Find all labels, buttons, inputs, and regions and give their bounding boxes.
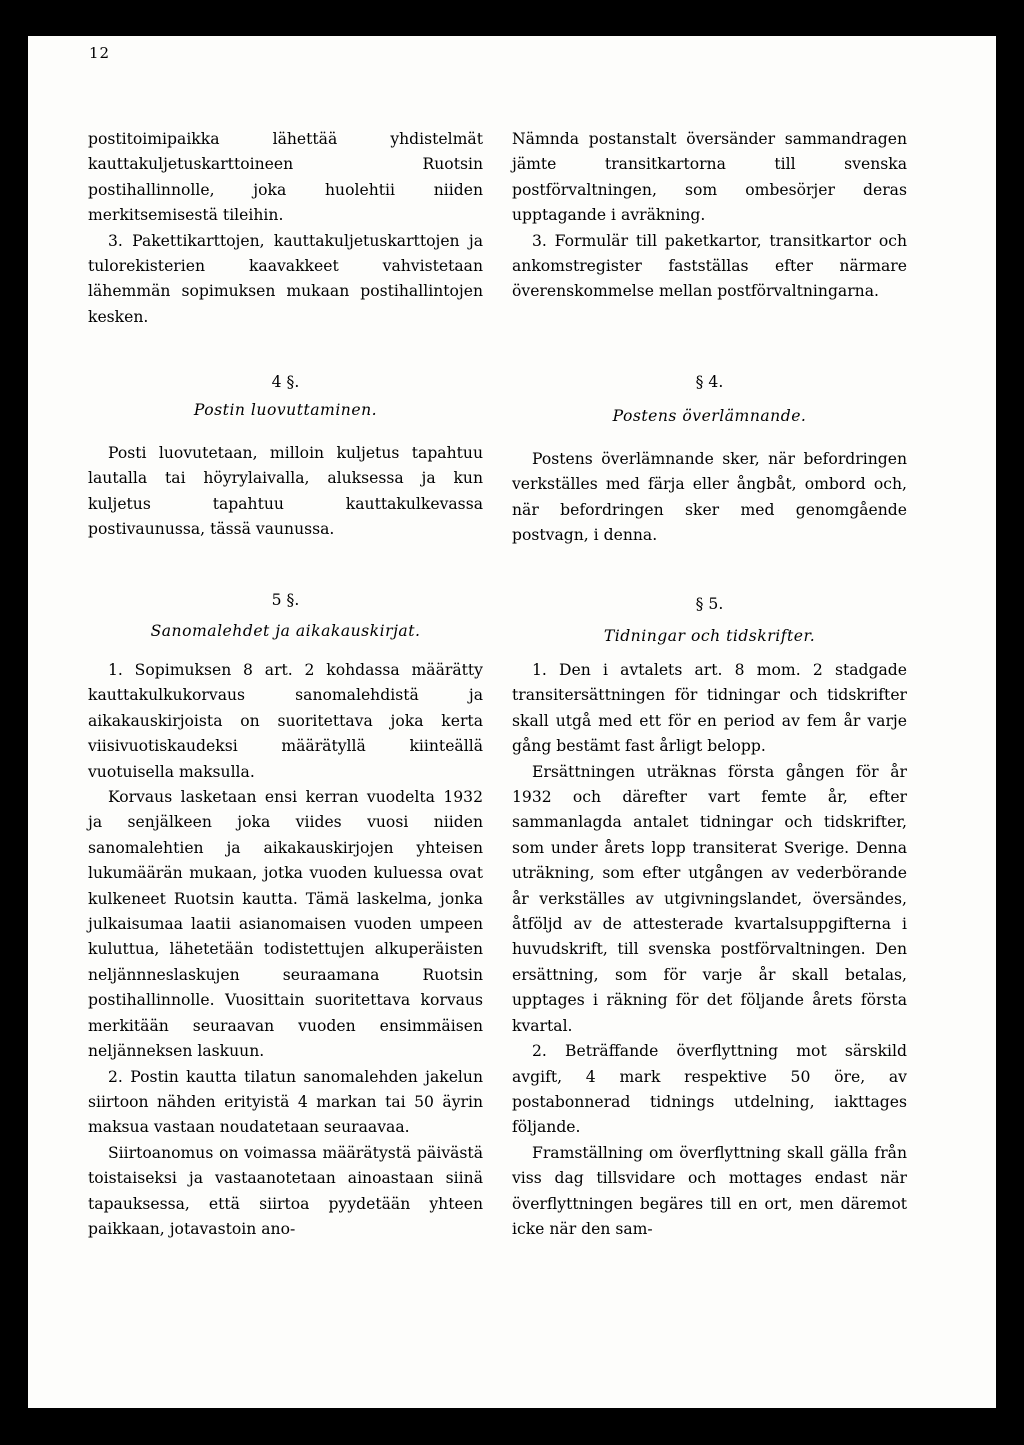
- right-section-5-paragraph: 1. Den i avtalets art. 8 mom. 2 stadgade transitersättningen för tidningar och tidskrifter skall utgå med ett för en period av fem år varje gång bestämt fast årligt belopp.: [512, 661, 907, 756]
- right-intro-paragraph: 3. Formulär till paketkartor, transitkartor och ankomstregister fastställas efter närmare överenskommelse mellan postförvaltningarna.: [512, 231, 907, 301]
- left-section-5-paragraph: Korvaus lasketaan ensi kerran vuodelta 1932 ja senjälkeen joka viides vuosi niiden sanomalehtien ja aikakauskirjojen yhteisen lukumäärän mukaan, jotka vuoden kuluessa ovat kulkeneet Ruotsin kautta. Tämä laskelma, jonka julkaisumaa laatii asianomaisen vuoden umpeen kuluttua, lähetetään todistettujen alkuperäisten neljännneslaskujen seuraamana Ruotsin postihallinnolle. Vuosittain suoritettava korvaus merkitään seuraavan vuoden ensimmäisen neljänneksen laskuun.: [88, 788, 483, 1061]
- left-section-5-body: [88, 658, 483, 1242]
- right-section-5-paragraph: Ersättningen uträknas första gången för år 1932 och därefter vart femte år, efter sammanlagda antalet tidningar och tidskrifter, som under årets lopp transiterat Sverige. Denna uträkning, som efter utgången av vederbörande år verkställes av utgivningslandet, översändes, åtföljd av de attesterade kvartalsuppgifterna i huvudskrift, till svenska postförvaltningen. Den ersättning, som för varje år skall betalas, upptages i räkning för det följande årets första kvartal.: [512, 762, 907, 1035]
- right-section-5-number: § 5.: [695, 595, 724, 613]
- left-section-5-paragraph: 1. Sopimuksen 8 art. 2 kohdassa määrätty kauttakulkukorvaus sanomalehdistä ja aikakauskirjoista on suoritettava joka kerta viisivuotiskaudeksi määrätyllä kiinteällä vuotuisella maksulla.: [88, 661, 483, 781]
- left-section-5-number: 5 §.: [271, 591, 300, 609]
- right-section-4-number: § 4.: [695, 373, 724, 391]
- right-section-5-title: Tidningar och tidskrifter.: [603, 627, 816, 645]
- left-section-4-title: Postin luovuttaminen.: [193, 401, 378, 419]
- right-intro: [512, 127, 907, 305]
- left-section-4-paragraph: Posti luovutetaan, milloin kuljetus tapahtuu lautalla tai höyrylaivalla, aluksessa ja kun kuljetus tapahtuu kauttakulkevassa postivaunussa, tässä vaunussa.: [88, 444, 483, 539]
- left-section-4-body: [88, 441, 483, 543]
- right-intro-paragraph: Nämnda postanstalt översänder sammandragen jämte transitkartorna till svenska postförvaltningen, som ombesörjer deras upptagande i avräkning.: [512, 130, 907, 225]
- left-intro-paragraph: postitoimipaikka lähettää yhdistelmät kauttakuljetuskarttoineen Ruotsin postihallinnolle, joka huolehtii niiden merkitsemisestä tileihin.: [88, 130, 483, 225]
- left-section-5-paragraph: Siirtoanomus on voimassa määrätystä päivästä toistaiseksi ja vastaanotetaan ainoastaan siinä tapauksessa, että siirtoa pyydetään yhteen paikkaan, jotavastoin ano-: [88, 1143, 483, 1238]
- left-intro-paragraph: 3. Pakettikarttojen, kauttakuljetuskarttojen ja tulorekisterien kaavakkeet vahvistetaan lähemmän sopimuksen mukaan postihallintojen kesken.: [88, 231, 483, 326]
- right-section-5-paragraph: Framställning om överflyttning skall gälla från viss dag tillsvidare och mottages endast när överflyttningen begäres till en ort, men däremot icke när den sam-: [512, 1143, 907, 1238]
- left-section-5-title: Sanomalehdet ja aikakauskirjat.: [150, 622, 421, 640]
- left-section-4-number: 4 §.: [271, 373, 300, 391]
- right-section-4-paragraph: Postens överlämnande sker, när befordringen verkställes med färja eller ångbåt, ombord och, när befordringen sker med genomgående postvagn, i denna.: [512, 450, 907, 545]
- right-section-5-body: [512, 658, 907, 1242]
- right-section-4-body: [512, 447, 907, 549]
- right-section-5-paragraph: 2. Beträffande överflyttning mot särskild avgift, 4 mark respektive 50 öre, av postabonnerad tidnings utdelning, iakttages följande.: [512, 1042, 907, 1137]
- right-section-4-title: Postens överlämnande.: [612, 407, 807, 425]
- left-section-5-paragraph: 2. Postin kautta tilatun sanomalehden jakelun siirtoon nähden erityistä 4 markan tai 50 äyrin maksua vastaan noudatetaan seuraavaa.: [88, 1067, 483, 1137]
- page-number: 12: [89, 44, 111, 62]
- left-intro: [88, 127, 483, 330]
